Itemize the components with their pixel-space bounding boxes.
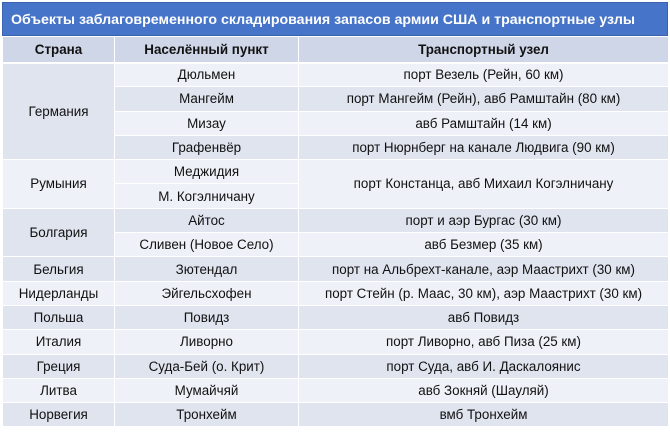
place-cell: Эйгельсхофен <box>115 281 299 305</box>
place-cell: Суда-Бей (о. Крит) <box>115 354 299 378</box>
hub-cell: авб Безмер (35 км) <box>299 233 669 257</box>
table-title: Объекты заблаговременного складирования запасов армии США и транспортные узлы <box>2 2 668 36</box>
hub-cell: порт Констанца, авб Михаил Когэлничану <box>299 160 669 209</box>
country-cell: Германия <box>3 63 115 160</box>
table-row <box>3 281 669 305</box>
country-cell: Польша <box>3 305 115 329</box>
place-cell: Айтос <box>115 208 299 232</box>
hub-cell: авб Повидз <box>299 305 669 329</box>
place-cell: Сливен (Новое Село) <box>115 233 299 257</box>
country-cell: Норвегия <box>3 403 115 427</box>
table-row <box>3 354 669 378</box>
header-country: Страна <box>3 37 115 63</box>
hub-cell: порт Ливорно, авб Пиза (25 км) <box>299 330 669 354</box>
header-place: Населённый пункт <box>115 37 299 63</box>
hub-cell: порт Везель (Рейн, 60 км) <box>299 63 669 87</box>
header-hub: Транспортный узел <box>299 37 669 63</box>
table-row <box>3 160 669 184</box>
header-row <box>3 37 669 63</box>
table-row <box>3 257 669 281</box>
country-cell: Румыния <box>3 160 115 209</box>
hub-cell: порт Мангейм (Рейн), авб Рамштайн (80 км) <box>299 87 669 111</box>
place-cell: Повидз <box>115 305 299 329</box>
place-cell: Мизау <box>115 111 299 135</box>
country-cell: Италия <box>3 330 115 354</box>
place-cell: Зютендал <box>115 257 299 281</box>
table-row <box>3 305 669 329</box>
place-cell: Меджидия <box>115 160 299 184</box>
hub-cell: порт на Альбрехт-канале, аэр Маастрихт (30 км) <box>299 257 669 281</box>
table-row <box>3 208 669 232</box>
place-cell: Дюльмен <box>115 63 299 87</box>
place-cell: Ливорно <box>115 330 299 354</box>
place-cell: Мумайчяй <box>115 378 299 402</box>
table-row <box>3 63 669 87</box>
place-cell: М. Когэлничану <box>115 184 299 208</box>
table-row <box>3 330 669 354</box>
country-cell: Бельгия <box>3 257 115 281</box>
table-row <box>3 403 669 427</box>
hub-cell: порт Стейн (р. Маас, 30 км), аэр Маастрихт (30 км) <box>299 281 669 305</box>
country-cell: Нидерланды <box>3 281 115 305</box>
place-cell: Тронхейм <box>115 403 299 427</box>
hub-cell: вмб Тронхейм <box>299 403 669 427</box>
hub-cell: авб Зокняй (Шауляй) <box>299 378 669 402</box>
place-cell: Мангейм <box>115 87 299 111</box>
place-cell: Графенвёр <box>115 135 299 159</box>
country-cell: Болгария <box>3 208 115 257</box>
country-cell: Греция <box>3 354 115 378</box>
hub-cell: авб Рамштайн (14 км) <box>299 111 669 135</box>
hub-cell: порт Нюрнберг на канале Людвига (90 км) <box>299 135 669 159</box>
hub-cell: порт и аэр Бургас (30 км) <box>299 208 669 232</box>
hub-cell: порт Суда, авб И. Даскалоянис <box>299 354 669 378</box>
country-cell: Литва <box>3 378 115 402</box>
depots-table <box>2 36 669 427</box>
table-row <box>3 378 669 402</box>
